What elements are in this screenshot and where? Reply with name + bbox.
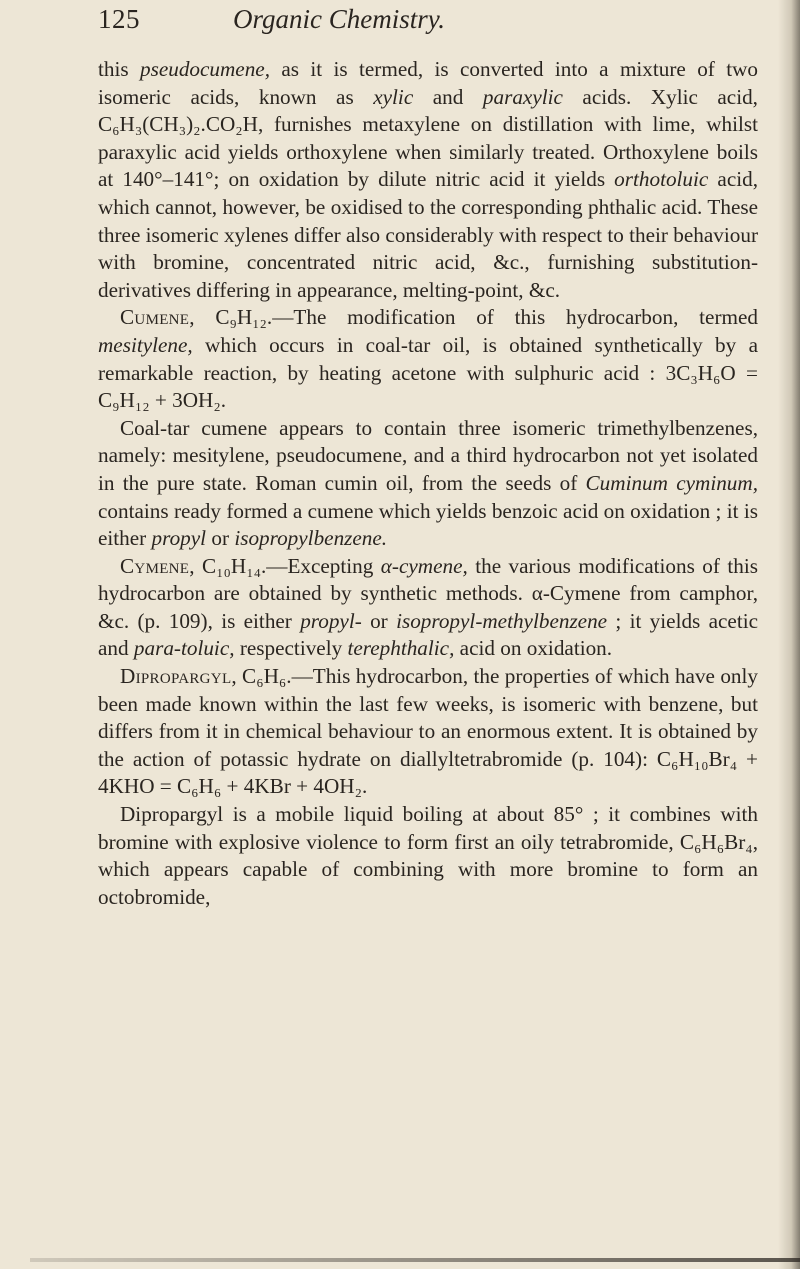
section-heading: Cumene bbox=[120, 305, 190, 330]
text-run: this bbox=[98, 57, 140, 81]
text-run: which occurs in coal-tar oil, is obtained synthetically by a remarkable reaction, by heating acetone with sulphuric acid : 3C₃H₆O = C₉H₁₂ + 3OH₂. bbox=[98, 332, 758, 413]
italic-term: isopropylbenzene. bbox=[234, 526, 388, 551]
italic-term: terephthalic, bbox=[347, 636, 455, 661]
text-run: , C₁₀H₁₄.—Excepting bbox=[189, 553, 381, 578]
paragraph bbox=[98, 415, 758, 553]
text-run: as it is termed, is converted into a mixture of two isomeric acids, known as bbox=[98, 57, 758, 109]
text-run: contains ready formed a cumene which yields benzoic acid on oxidation ; it is either bbox=[98, 498, 758, 551]
italic-term: α-cymene, bbox=[380, 553, 468, 578]
paragraph bbox=[98, 304, 758, 414]
italic-term: paraxylic bbox=[482, 84, 563, 109]
page-header bbox=[98, 4, 748, 48]
text-run: Coal-tar cumene appears to contain three isomeric trimethylbenzenes, namely: mesitylene, pseudocumene, and a third hydrocarbon not yet isolated in the pure state. Roman cumin oil, from the seeds of bbox=[98, 415, 758, 495]
paragraph bbox=[98, 801, 758, 911]
italic-term: isopropyl-methylbenzene bbox=[396, 608, 608, 633]
page-edge-shadow bbox=[778, 0, 800, 1269]
paragraph bbox=[98, 553, 758, 663]
text-run: acid, which cannot, however, be oxidised to the corresponding phthalic acid. These three isomeric xylenes differ also considerably with respect to their behaviour with bromine, concentrated nitric acid, &c., furnishing substitution-derivatives differing in appearance, melting-point, &c. bbox=[98, 167, 758, 302]
text-run: the various modifications of this hydrocarbon are obtained by synthetic methods. α-Cymene from camphor, &c. (p. 109), is either bbox=[98, 553, 758, 633]
italic-term: xylic bbox=[373, 84, 414, 109]
italic-term: propyl- bbox=[300, 608, 362, 633]
italic-term: para-toluic, bbox=[133, 636, 235, 661]
text-run: acid on oxidation. bbox=[454, 636, 613, 661]
text-run: , C₆H₆.—This hydrocarbon, the properties of which have only been made known within the last few weeks, is isomeric with benzene, but differs from it in chemical behaviour to an enormous extent. It is obtained by the action of potassic hydrate on diallyltetrabromide (p. 104): C₆H₁₀Br₄ + 4KHO = C₆H₆ + 4KBr + 4OH₂. bbox=[98, 664, 758, 799]
text-run: respectively bbox=[234, 636, 348, 661]
section-heading: Dipropargyl bbox=[120, 664, 232, 689]
text-run: ; it yields acetic and bbox=[98, 608, 758, 661]
text-run: acids. Xylic acid, C₆H₃(CH₃)₂.CO₂H, furnishes metaxylene on distillation with lime, whilst paraxylic acid yields orthoxylene when similarly treated. Orthoxylene boils at 140°–141°; on oxidation by dilute nitric acid it yields bbox=[98, 84, 758, 192]
text-run: or bbox=[206, 526, 235, 551]
bottom-rule bbox=[30, 1258, 800, 1262]
text-run: or bbox=[361, 608, 397, 633]
italic-term: Cuminum cyminum, bbox=[585, 470, 758, 495]
text-run: and bbox=[413, 84, 483, 109]
text-run: , C₉H₁₂.—The modification of this hydrocarbon, termed bbox=[189, 305, 758, 330]
paragraph bbox=[98, 56, 758, 304]
paragraph bbox=[98, 663, 758, 801]
body-text bbox=[98, 56, 758, 911]
running-title: Organic Chemistry. bbox=[233, 4, 445, 34]
page-number: 125 bbox=[98, 4, 140, 34]
italic-term: mesitylene, bbox=[98, 332, 193, 357]
italic-term: pseudocumene, bbox=[139, 57, 271, 81]
italic-term: propyl bbox=[151, 526, 207, 551]
text-run: Dipropargyl is a mobile liquid boiling at about 85° ; it combines with bromine with explosive violence to form first an oily tetrabromide, C₆H₆Br₄, which appears capable of combining with more bromine to form an octobromide, bbox=[98, 802, 758, 909]
section-heading: Cymene bbox=[120, 553, 190, 578]
italic-term: orthotoluic bbox=[614, 167, 709, 192]
